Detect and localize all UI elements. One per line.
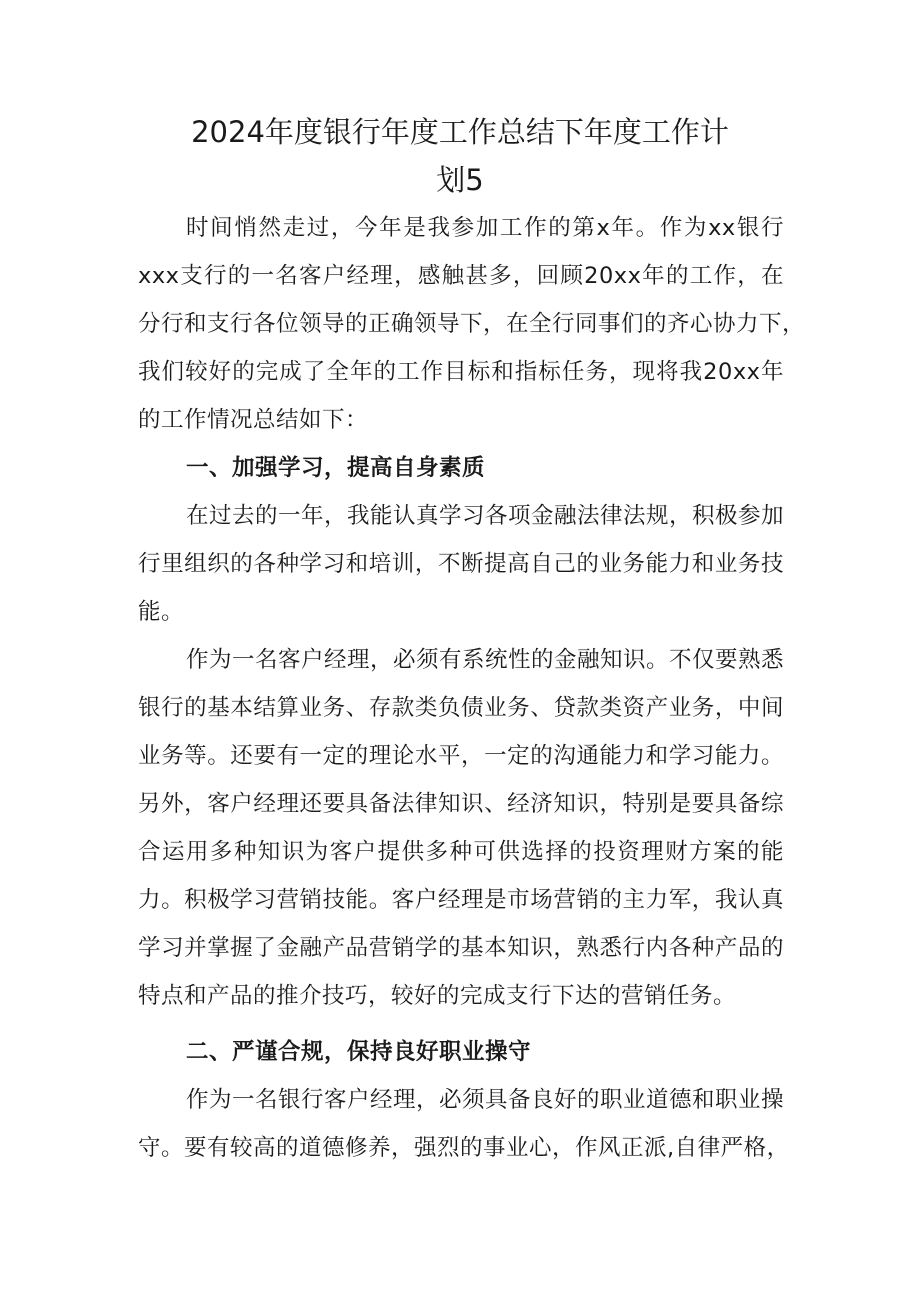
intro-line-2: xxx支行的一名客户经理，感触甚多，回顾20xx年的工作，在 [138, 263, 784, 289]
section-1-para-2-line-1: 作为一名客户经理，必须有系统性的金融知识。不仅要熟悉 [186, 647, 785, 673]
section-1-heading: 一、加强学习，提高自身素质 [186, 455, 486, 481]
section-1-para-1-line-1: 在过去的一年，我能认真学习各项金融法律法规，积极参加 [186, 503, 785, 529]
document-title-line-1: 2024年度银行年度工作总结下年度工作计 [191, 115, 729, 149]
section-1-para-2-line-6: 力。积极学习营销技能。客户经理是市场营销的主力军，我认真 [138, 887, 784, 913]
section-1-para-1-line-2: 行里组织的各种学习和培训，不断提高自己的业务能力和业务技 [138, 551, 784, 577]
section-1-para-1-line-3: 能。 [138, 599, 185, 625]
section-1-para-2-line-8: 特点和产品的推介技巧，较好的完成支行下达的营销任务。 [138, 983, 737, 1009]
document-title-line-2: 划5 [436, 163, 484, 197]
intro-line-3: 分行和支行各位领导的正确领导下，在全行同事们的齐心协力下， [138, 311, 806, 337]
intro-line-5: 的工作情况总结如下： [138, 407, 369, 433]
section-2-para-1-line-2: 守。要有较高的道德修养，强烈的事业心，作风正派,自律严格， [138, 1135, 790, 1161]
section-2-heading: 二、严谨合规，保持良好职业操守 [186, 1039, 532, 1065]
section-1-para-2-line-3: 业务等。还要有一定的理论水平，一定的沟通能力和学习能力。 [138, 743, 784, 769]
section-1-para-2-line-5: 合运用多种知识为客户提供多种可供选择的投资理财方案的能 [138, 839, 784, 865]
section-1-para-2-line-2: 银行的基本结算业务、存款类负债业务、贷款类资产业务，中间 [138, 695, 784, 721]
intro-line-1: 时间悄然走过，今年是我参加工作的第x年。作为xx银行 [186, 215, 784, 241]
section-2-para-1-line-1: 作为一名银行客户经理，必须具备良好的职业道德和职业操 [186, 1087, 785, 1113]
section-1-para-2-line-7: 学习并掌握了金融产品营销学的基本知识，熟悉行内各种产品的 [138, 935, 784, 961]
section-1-para-2-line-4: 另外，客户经理还要具备法律知识、经济知识，特别是要具备综 [138, 791, 784, 817]
intro-line-4: 我们较好的完成了全年的工作目标和指标任务，现将我20xx年 [138, 359, 784, 385]
